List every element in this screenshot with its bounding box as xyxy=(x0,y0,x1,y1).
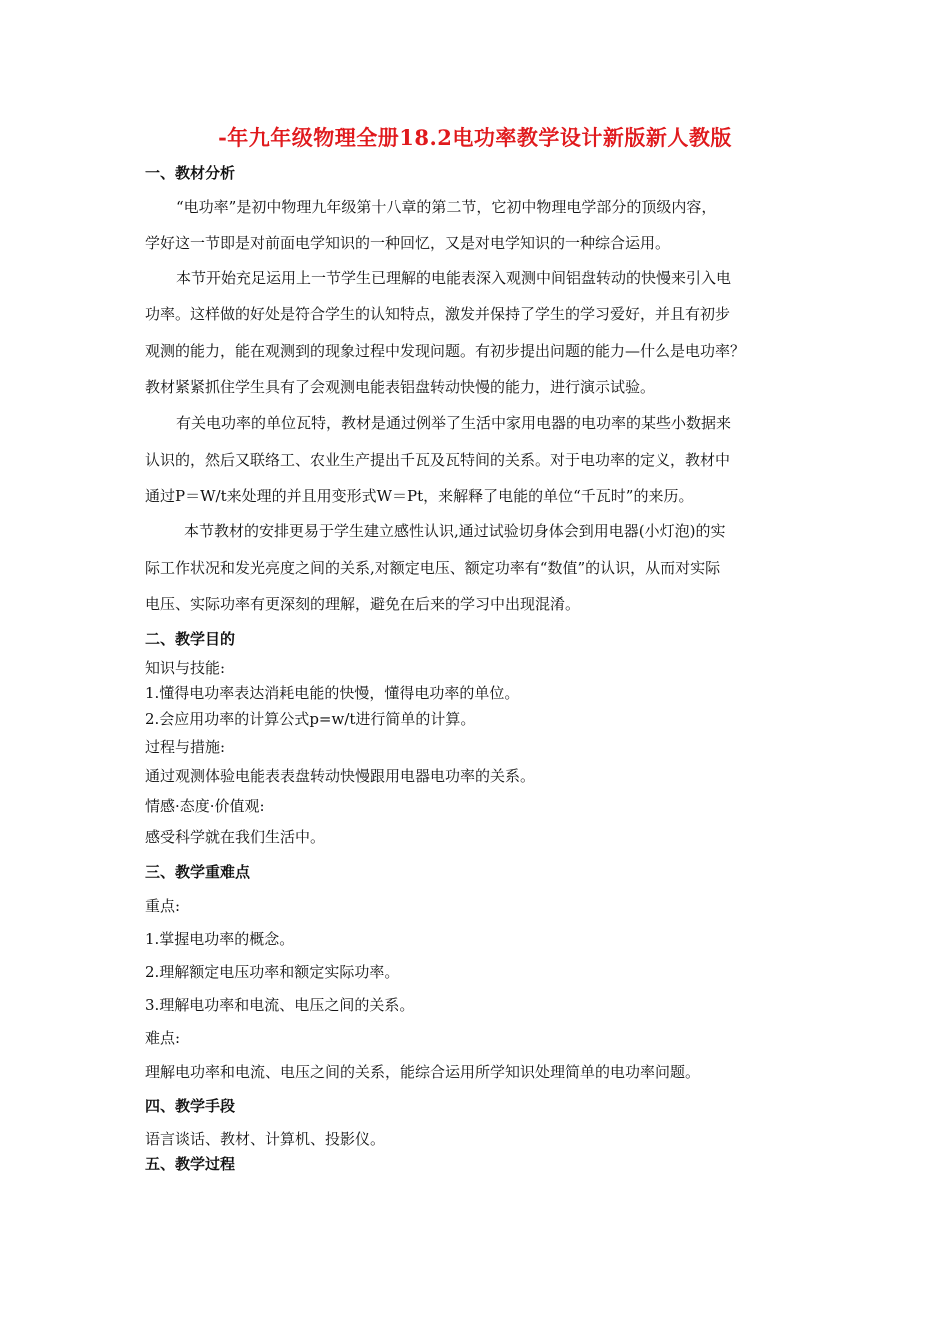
document-title: -年九年级物理全册18.2电功率教学设计新版新人教版 xyxy=(218,125,732,150)
paragraph-line: 教材紧紧抓住学生具有了会观测电能表铝盘转动快慢的能力，进行演示试验。 xyxy=(145,378,656,396)
paragraph-line: 电压、实际功率有更深刻的理解，避免在后来的学习中出现混淆。 xyxy=(145,595,581,613)
section-heading-teaching-means: 四、教学手段 xyxy=(145,1097,236,1115)
paragraph-line: 重点: xyxy=(145,897,181,915)
paragraph-line: 功率。这样做的好处是符合学生的认知特点，激发并保持了学生的学习爱好，并且有初步 xyxy=(145,305,731,323)
list-item: 1.掌握电功率的概念。 xyxy=(145,930,295,948)
section-heading-analysis: 一、教材分析 xyxy=(145,164,236,182)
paragraph-line: 本节开始充足运用上一节学生已理解的电能表深入观测中间铝盘转动的快慢来引入电 xyxy=(176,269,732,287)
paragraph-line: 际工作状况和发光亮度之间的关系,对额定电压、额定功率有“数值”的认识，从而对实际 xyxy=(145,559,721,577)
section-heading-objectives: 二、教学目的 xyxy=(145,630,236,648)
paragraph-line: 有关电功率的单位瓦特，教材是通过例举了生活中家用电器的电功率的某些小数据来 xyxy=(176,414,732,432)
list-item: 3.理解电功率和电流、电压之间的关系。 xyxy=(145,996,415,1014)
list-item: 2.会应用功率的计算公式p=w/t进行简单的计算。 xyxy=(145,710,476,728)
paragraph-line: 学好这一节即是对前面电学知识的一种回忆，又是对电学知识的一种综合运用。 xyxy=(145,234,671,252)
paragraph-line: 通过观测体验电能表表盘转动快慢跟用电器电功率的关系。 xyxy=(145,767,536,785)
paragraph-line: 本节教材的安排更易于学生建立感性认识,通过试验切身体会到用电器(小灯泡)的实 xyxy=(184,522,726,540)
paragraph-line: 理解电功率和电流、电压之间的关系，能综合运用所学知识处理简单的电功率问题。 xyxy=(145,1063,701,1081)
paragraph-line: 难点: xyxy=(145,1029,181,1047)
paragraph-line: 情感·态度·价值观: xyxy=(145,797,265,815)
paragraph-line: 语言谈话、教材、计算机、投影仪。 xyxy=(145,1130,386,1148)
paragraph-line: 感受科学就在我们生活中。 xyxy=(145,828,326,846)
section-heading-key-points: 三、教学重难点 xyxy=(145,863,251,881)
paragraph-line: 过程与措施: xyxy=(145,738,226,756)
list-item: 2.理解额定电压功率和额定实际功率。 xyxy=(145,963,400,981)
paragraph-line: 知识与技能: xyxy=(145,659,226,677)
paragraph-line: “电功率”是初中物理九年级第十八章的第二节，它初中物理电学部分的顶级内容， xyxy=(176,198,717,216)
paragraph-line: 认识的，然后又联络工、农业生产提出千瓦及瓦特间的关系。对于电功率的定义，教材中 xyxy=(145,451,731,469)
paragraph-line: 通过P＝W/t来处理的并且用变形式W＝Pt，来解释了电能的单位“千瓦时”的来历。 xyxy=(145,487,694,505)
list-item: 1.懂得电功率表达消耗电能的快慢，懂得电功率的单位。 xyxy=(145,684,520,702)
section-heading-teaching-process: 五、教学过程 xyxy=(145,1155,236,1173)
paragraph-line: 观测的能力，能在观测到的现象过程中发现问题。有初步提出问题的能力—什么是电功率？ xyxy=(145,342,746,360)
